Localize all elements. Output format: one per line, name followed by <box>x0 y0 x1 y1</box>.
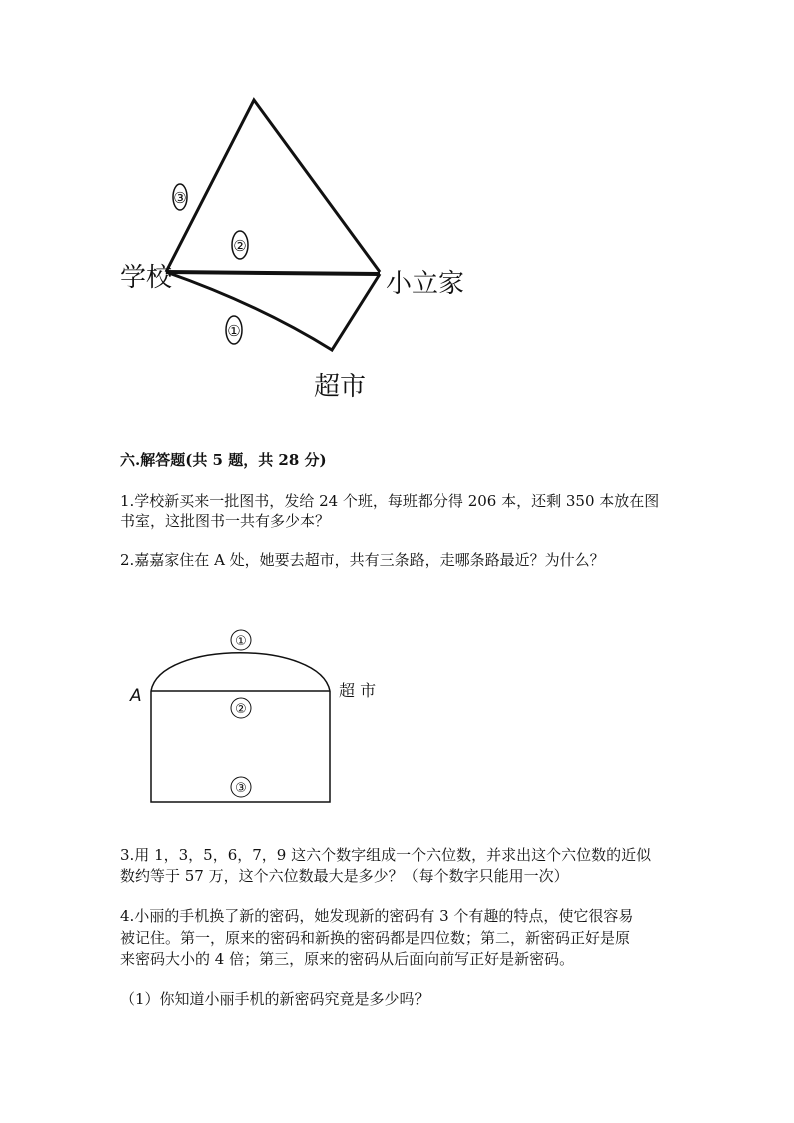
school-label: 学校 <box>120 263 173 293</box>
route-2-label: ② <box>233 237 247 255</box>
route-3-label: ③ <box>235 781 247 796</box>
route-3-label: ③ <box>173 189 187 207</box>
route-2-label: ② <box>235 702 247 717</box>
route-1-arc <box>151 653 330 691</box>
question-1-line-1: 1.学校新买来一批图书，发给 24 个班，每班都分得 206 本，还剩 350 本放在图 <box>120 492 660 510</box>
section-heading: 六.解答题(共 5 题，共 28 分) <box>120 451 327 469</box>
route-1-label: ① <box>235 634 247 649</box>
question-4-line-1: 4.小丽的手机换了新的密码，她发现新的密码有 3 个有趣的特点，使它很容易 <box>120 907 634 925</box>
question-4-line-2: 被记住。第一，原来的密码和新换的密码都是四位数；第二，新密码正好是原 <box>120 929 631 947</box>
question-4-subquestion-1: （1）你知道小丽手机的新密码究竟是多少吗？ <box>120 990 430 1008</box>
route-1-label: ① <box>227 322 241 340</box>
market-label: 超 市 <box>339 681 377 700</box>
route-diagram-school-home <box>110 90 470 420</box>
question-4-line-3: 来密码大小的 4 倍；第三，原来的密码从后面向前写正好是新密码。 <box>120 950 575 968</box>
route-3-line <box>166 100 380 272</box>
route-1-line <box>166 272 380 350</box>
question-1-line-2: 书室，这批图书一共有多少本？ <box>120 512 331 530</box>
question-2-line-1: 2.嘉嘉家住在 A 处，她要去超市，共有三条路，走哪条路最近？为什么？ <box>120 551 605 569</box>
point-a-label: A <box>130 686 142 706</box>
route-2-line <box>166 272 380 274</box>
question-3-line-1: 3.用 1，3，5，6，7，9 这六个数字组成一个六位数，并求出这个六位数的近似 <box>120 846 652 864</box>
market-label: 超市 <box>314 372 367 402</box>
question-3-line-2: 数约等于 57 万，这个六位数最大是多少？（每个数字只能用一次） <box>120 867 569 885</box>
route-diagram-a-market <box>120 620 410 820</box>
home-label: 小立家 <box>386 269 465 299</box>
